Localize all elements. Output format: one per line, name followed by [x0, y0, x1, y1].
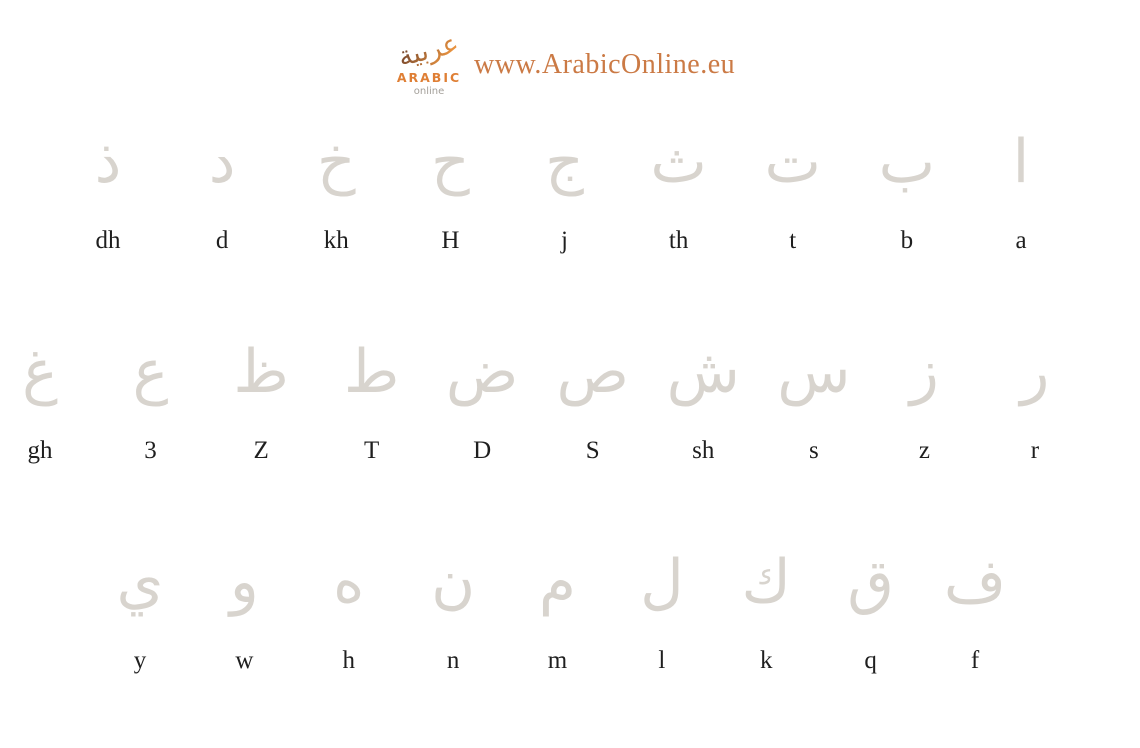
transliteration-label: kh — [323, 227, 349, 254]
letter-cell — [209, 532, 279, 676]
arabic-calligraphy-icon: عربية — [395, 28, 463, 73]
letter-cell — [105, 532, 175, 676]
transliteration-label: s — [808, 437, 819, 464]
letter-cell — [644, 112, 714, 256]
arabic-letter: ح — [431, 127, 470, 197]
transliteration-label: j — [561, 227, 568, 254]
arabic-letter: د — [208, 127, 236, 197]
transliteration-label: n — [446, 647, 460, 674]
transliteration-label: r — [1030, 437, 1040, 464]
arabic-letter: ب — [878, 127, 936, 197]
letter-cell — [226, 322, 296, 466]
arabic-letter: ي — [116, 547, 164, 617]
transliteration-label: z — [918, 437, 930, 464]
arabic-letter: ص — [556, 337, 630, 407]
arabic-letter: ذ — [94, 127, 122, 197]
letter-cell — [337, 322, 407, 466]
letter-cell — [415, 112, 485, 256]
arabic-letter: ش — [666, 337, 740, 407]
letter-cell — [872, 112, 942, 256]
letter-cell — [889, 322, 959, 466]
arabic-letter: خ — [316, 127, 356, 197]
transliteration-label: dh — [95, 227, 121, 254]
transliteration-label: T — [364, 437, 380, 464]
transliteration-label: w — [235, 647, 254, 674]
letter-cell — [116, 322, 186, 466]
arabic-letter: ف — [943, 547, 1007, 617]
transliteration-label: H — [441, 227, 460, 254]
transliteration-label: S — [585, 437, 600, 464]
alphabet-row-3 — [0, 532, 1140, 676]
letter-cell — [418, 532, 488, 676]
transliteration-label: gh — [27, 437, 53, 464]
transliteration-label: a — [1015, 227, 1027, 254]
letter-cell — [5, 322, 75, 466]
transliteration-label: t — [789, 227, 797, 254]
arabic-letter: ث — [650, 127, 707, 197]
arabic-letter: ك — [741, 547, 791, 617]
letter-cell — [986, 112, 1056, 256]
arabic-letter: ه — [333, 547, 365, 617]
transliteration-label: Z — [253, 437, 269, 464]
letter-cell — [779, 322, 849, 466]
letter-cell — [940, 532, 1010, 676]
letter-cell — [668, 322, 738, 466]
transliteration-label: l — [658, 647, 666, 674]
transliteration-label: q — [864, 647, 877, 674]
arabic-letter: ز — [909, 337, 939, 407]
arabic-letter: ل — [640, 547, 684, 617]
arabic-letter: ع — [132, 337, 169, 407]
letter-cell — [627, 532, 697, 676]
transliteration-label: k — [760, 647, 773, 674]
arabic-letter: ض — [445, 337, 519, 407]
transliteration-label: 3 — [144, 437, 157, 464]
letter-cell — [1000, 322, 1070, 466]
letter-cell — [187, 112, 257, 256]
arabic-letter: ظ — [233, 337, 289, 407]
transliteration-label: d — [215, 227, 229, 254]
letter-cell — [73, 112, 143, 256]
transliteration-label: b — [900, 227, 914, 254]
letter-cell — [731, 532, 801, 676]
letter-cell — [301, 112, 371, 256]
arabic-letter: م — [538, 547, 577, 617]
arabic-letter: و — [229, 547, 259, 617]
letter-cell — [558, 322, 628, 466]
transliteration-label: f — [970, 647, 980, 674]
letter-cell — [836, 532, 906, 676]
alphabet-row-1 — [0, 112, 1140, 256]
arabic-letter: ت — [764, 127, 821, 197]
transliteration-label: D — [473, 437, 492, 464]
arabic-letter: غ — [22, 337, 58, 407]
alphabet-row-2 — [0, 322, 1140, 466]
site-url: www.ArabicOnline.eu — [474, 49, 736, 81]
arabic-letter: ر — [1020, 337, 1050, 407]
arabic-letter: س — [777, 337, 851, 407]
transliteration-label: m — [547, 647, 568, 674]
letter-cell — [314, 532, 384, 676]
arabiconline-logo — [395, 28, 463, 97]
transliteration-label: sh — [692, 437, 715, 464]
transliteration-label: h — [342, 647, 355, 674]
arabic-letter: ن — [431, 547, 476, 617]
logo-brand-text: ARABIC — [396, 69, 462, 85]
arabic-letter: ج — [545, 127, 584, 197]
site-header — [395, 28, 736, 97]
letter-cell — [758, 112, 828, 256]
arabic-letter: ق — [847, 547, 894, 617]
transliteration-label: th — [668, 227, 689, 254]
arabic-letter: ا — [1012, 127, 1030, 197]
letter-cell — [447, 322, 517, 466]
letter-cell — [523, 532, 593, 676]
letter-cell — [530, 112, 600, 256]
arabic-letter: ط — [343, 337, 400, 407]
logo-online-text: online — [413, 85, 445, 97]
transliteration-label: y — [133, 647, 147, 674]
